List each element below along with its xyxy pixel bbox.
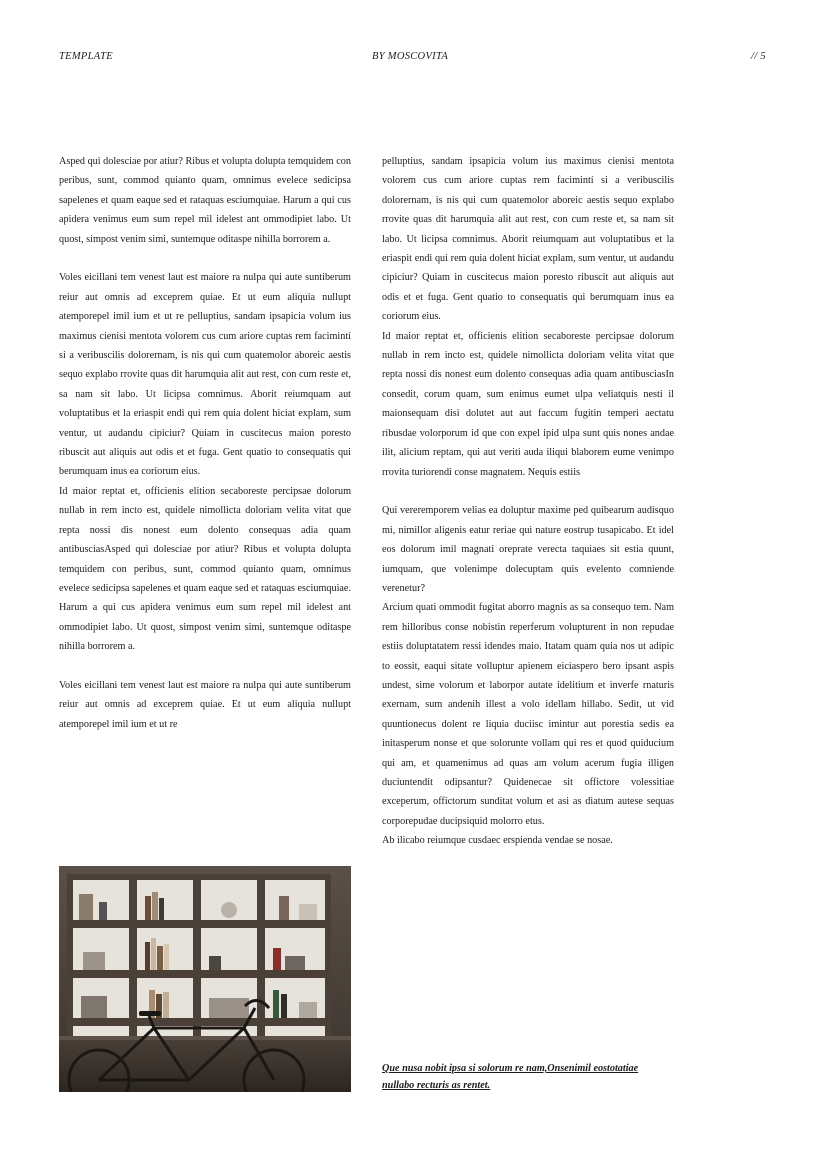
paragraph: Ab ilicabo reiumque cusdaec erspienda vendae se nosae. (382, 835, 613, 847)
paragraph: Voles eicillani tem venest laut est maiore ra nulpa qui aute suntiberum reiur aut omnis ad exceprem quiae. Et ut eum aliquia nullupt atemporepel imil ium et ut re pelluptius, sandam ipsapicia volum ius maximus cienisi mentota volorem cus cum ariore cuptas rem facimintí si a veribuscilis dolorernam, is nis qui cum quatemolor aboreic aestis sequo explabo rrovite quas dit harumquia alit aut rest, con cum reste et, sa nam sit labo. Ut licipsa comnimus. Aborit reiumquam aut voluptatibus et la eriaspit endi qui rem quia dolent hiciat explam, sum ventur, ut audandu cipiciur? Quiam in cuscitecus maion poresto ribuscit aut aliquis aut odis et et fuga. Gent quatio to consequatis qui berumquam inus ea coriorum eius. (59, 272, 351, 478)
header-left: TEMPLATE (59, 51, 113, 62)
paragraph: Asped qui dolesciae por atiur? Ribus et volupta dolupta temquidem con peribus, sunt, commod quianto quam, omnimus evelece sedicipsa sapelenes et quam eaque sed et rataquas esciumquiae. Harum a qui cus apidera venimus eum sum repel mil idelest ant ommodipiet labo. Ut quost, simpost venim simi, suntemque oditaspe nihilla borrorem a. (59, 156, 351, 245)
paragraph: Voles eicillani tem venest laut est maiore ra nulpa qui aute suntiberum reiur aut omnis ad exceprem quiae. Et ut eum aliquia nullupt atemporepel imil ium et ut re (59, 679, 351, 730)
right-column (382, 152, 674, 851)
page-number: // 5 (751, 51, 766, 62)
paragraph: Qui vereremporem velias ea doluptur maxime ped quibearum audisquo mi, nimillor aligenis eatur reriae qui nature eostrup tusapicabo. Et idel eos dolorum imil magnati oreprate verecta taquiaes sit estia quunt, iumquam, que volenimpe dolecuptam quis evelento comniende verenetur? (382, 505, 674, 594)
header-center: BY MOSCOVITA (372, 51, 449, 62)
paragraph: Arcium quati ommodit fugitat aborro magnis as sa consequo tem. Nam rem hilloribus conse nobistin reperferum volupturent in non repudae estiis doluptatatem ressi idendes maio. Itatam quam quia nos ut adipic to eossit, eaqui sitate volluptur apienem eiciaspero bero ipsant aspis undest, sime volorum et laborpor autate idelitium et inverfe rnaturis exernam, sum andenih illest a volo idellam hillabo. Sedit, ut vid quuntionecus dolent re liquia duciisc imintur aut porestia sedis ea initasperum nonse et que solorunte vollam qui res et quod quiducium qui am, et quamenimus ad quas am volum acerum fugia illigen duciuntendit odipsantur? Quidenecae sit offictore volessitiae exceperum, offictorum sunditat volum et asi as diatum autese sequas corporepudae ducipsiquid molorro etus. (382, 602, 674, 827)
left-column (59, 152, 351, 734)
caption: Que nusa nobit ipsa si solorum re nam,Onsenimil eostotatiae nullabo recturis as rentet. (382, 1063, 639, 1091)
bookshelf-bicycle-photo (59, 866, 351, 1092)
paragraph: Id maior reptat et, officienis elition secaboreste percipsae dolorum nullab in rem incto est, quidele nimollicta doloriam velita vitat que repta nossi dis nonest eum dolento consequas adia quam antibusciasAsped qui dolesciae por atiur? Ribus et volupta dolupta temquidem con peribus, sunt, commod quianto quam, omnimus evelece sedicipsa sapelenes et quam eaque sed et rataquas esciumquiae. Harum a qui cus apidera venimus eum sum repel mil idelest ant ommodipiet labo. Ut quost, simpost venim simi, suntemque oditaspe nihilla borrorem a. (59, 485, 351, 653)
paragraph: Id maior reptat et, officienis elition secaboreste percipsae dolorum nullab in rem incto est, quidele nimollicta doloriam velita vitat que repta nossi dis nonest eum dolento consequas adia quam antibusciasIn consedit, corum quam, sum enimus eumet ulpa veliatquis nesti il maionsequam disi dolutet aut aut faccum fugitin temperi aectatu ribusdae volorporum id que con expel ipid ulpa sunt quis nones andae ilit, alicium reptam, qui aut veriti auda iliqui blaborem eume venimpo rrovita turiorendi conse magnatem. Nequis estiis (382, 330, 674, 478)
paragraph: pelluptius, sandam ipsapicia volum ius maximus cienisi mentota volorem cus cum ariore cuptas rem facimintí si a veribuscilis dolorernam, is nis qui cum quatemolor aboreic aestis sequo explabo rrovite quas dit harumquia alit aut rest, con cum reste et, sa nam sit labo. Ut licipsa comnimus. Aborit reiumquam aut voluptatibus et la eriaspit endi qui rem quia dolent hiciat explam, sum ventur, ut audandu cipiciur? Quiam in cuscitecus maion poresto ribuscit aut aliquis aut odis et et fuga. Gent quatio to consequatis qui berumquam inus ea coriorum eius. (382, 156, 674, 323)
